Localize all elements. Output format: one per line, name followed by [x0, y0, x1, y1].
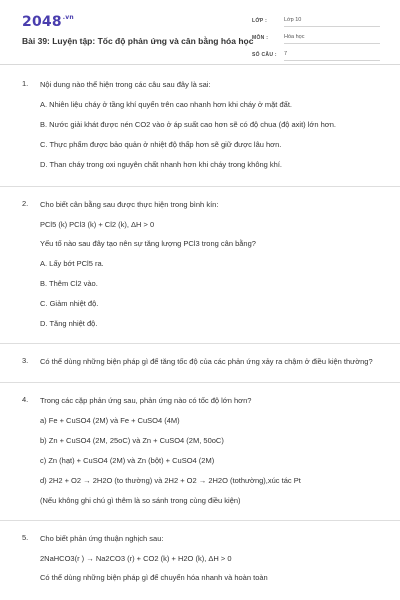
- option-c: C. Thực phẩm được bảo quản ở nhiệt độ thấp hơn sẽ giữ được lâu hơn.: [40, 140, 282, 149]
- question-number: 1.: [22, 79, 29, 88]
- option-c: C. Giảm nhiệt độ.: [40, 299, 99, 308]
- question-5: [22, 533, 380, 583]
- option-d: d) 2H2 + O2 → 2H2O (to thường) và 2H2 + O2 → 2H2O (tothường),xúc tác Pt: [40, 476, 301, 485]
- subject-label: MÔN :: [252, 34, 269, 41]
- question-divider: [0, 382, 400, 383]
- question-text: Cho biết phản ứng thuận nghịch sau:: [40, 534, 164, 543]
- logo: [22, 14, 74, 30]
- option-b: B. Thêm Cl2 vào.: [40, 279, 98, 288]
- question-divider: [0, 343, 400, 344]
- question-text: Trong các cặp phản ứng sau, phản ứng nào có tốc độ lớn hơn?: [40, 396, 252, 405]
- class-value: Lớp 10: [284, 14, 380, 27]
- option-d: D. Than cháy trong oxi nguyên chất nhanh hơn khi cháy trong không khí.: [40, 160, 283, 169]
- option-d: D. Tăng nhiệt độ.: [40, 319, 98, 328]
- question-count-label: SỐ CÂU :: [252, 51, 277, 58]
- question-2: [22, 199, 380, 329]
- document-title: Bài 39: Luyện tập: Tốc độ phản ứng và cân bằng hóa học: [22, 36, 254, 46]
- question-body: [40, 356, 380, 368]
- question-count-value: 7: [284, 48, 380, 61]
- question-1: [22, 79, 380, 170]
- equation: PCl5 (k) PCl3 (k) + Cl2 (k), ΔH > 0: [40, 220, 155, 229]
- option-a: A. Nhiên liệu cháy ở tầng khí quyển trên cao nhanh hơn khi cháy ở mặt đất.: [40, 100, 292, 109]
- question-body: [40, 79, 380, 170]
- meta-row-count: [252, 47, 380, 62]
- class-label: LỚP :: [252, 17, 268, 24]
- question-body: [40, 395, 380, 506]
- question-body: [40, 533, 380, 583]
- question-note: (Nếu không ghi chú gì thêm là so sánh trong cùng điều kiện): [40, 496, 241, 505]
- logo-text: 2048: [22, 14, 62, 30]
- logo-suffix: .vn: [62, 14, 74, 21]
- meta-row-subject: [252, 30, 380, 45]
- question-text: Nội dung nào thể hiện trong các câu sau đây là sai:: [40, 80, 211, 89]
- question-divider: [0, 186, 400, 187]
- subject-value: Hóa học: [284, 31, 380, 44]
- question-divider: [0, 520, 400, 521]
- meta-fields: [252, 13, 380, 64]
- option-b: b) Zn + CuSO4 (2M, 25oC) và Zn + CuSO4 (2M, 50oC): [40, 436, 224, 445]
- question-subtext: Yếu tố nào sau đây tạo nên sự tăng lượng PCl3 trong cân bằng?: [40, 239, 256, 248]
- question-number: 2.: [22, 199, 29, 208]
- question-3: [22, 356, 380, 368]
- equation: 2NaHCO3(r ) → Na2CO3 (r) + CO2 (k) + H2O (k), ΔH > 0: [40, 554, 232, 563]
- option-a: A. Lấy bớt PCl5 ra.: [40, 259, 104, 268]
- option-b: B. Nước giải khát được nén CO2 vào ở áp suất cao hơn sẽ có độ chua (độ axit) lớn hơn.: [40, 120, 336, 129]
- option-a: a) Fe + CuSO4 (2M) và Fe + CuSO4 (4M): [40, 416, 180, 425]
- question-number: 4.: [22, 395, 29, 404]
- question-number: 3.: [22, 356, 29, 365]
- option-c: c) Zn (hạt) + CuSO4 (2M) và Zn (bột) + CuSO4 (2M): [40, 456, 215, 465]
- question-subtext: Có thể dùng những biện pháp gì để chuyển hóa nhanh và hoàn toàn: [40, 573, 268, 582]
- question-number: 5.: [22, 533, 29, 542]
- question-body: [40, 199, 380, 329]
- meta-row-class: [252, 13, 380, 28]
- question-text: Cho biết cân bằng sau được thực hiện trong bình kín:: [40, 200, 219, 209]
- worksheet-header: [0, 0, 400, 65]
- question-text: Có thể dùng những biện pháp gì để tăng tốc độ của các phản ứng xảy ra chậm ở điều kiện thường?: [40, 357, 373, 366]
- question-4: [22, 395, 380, 506]
